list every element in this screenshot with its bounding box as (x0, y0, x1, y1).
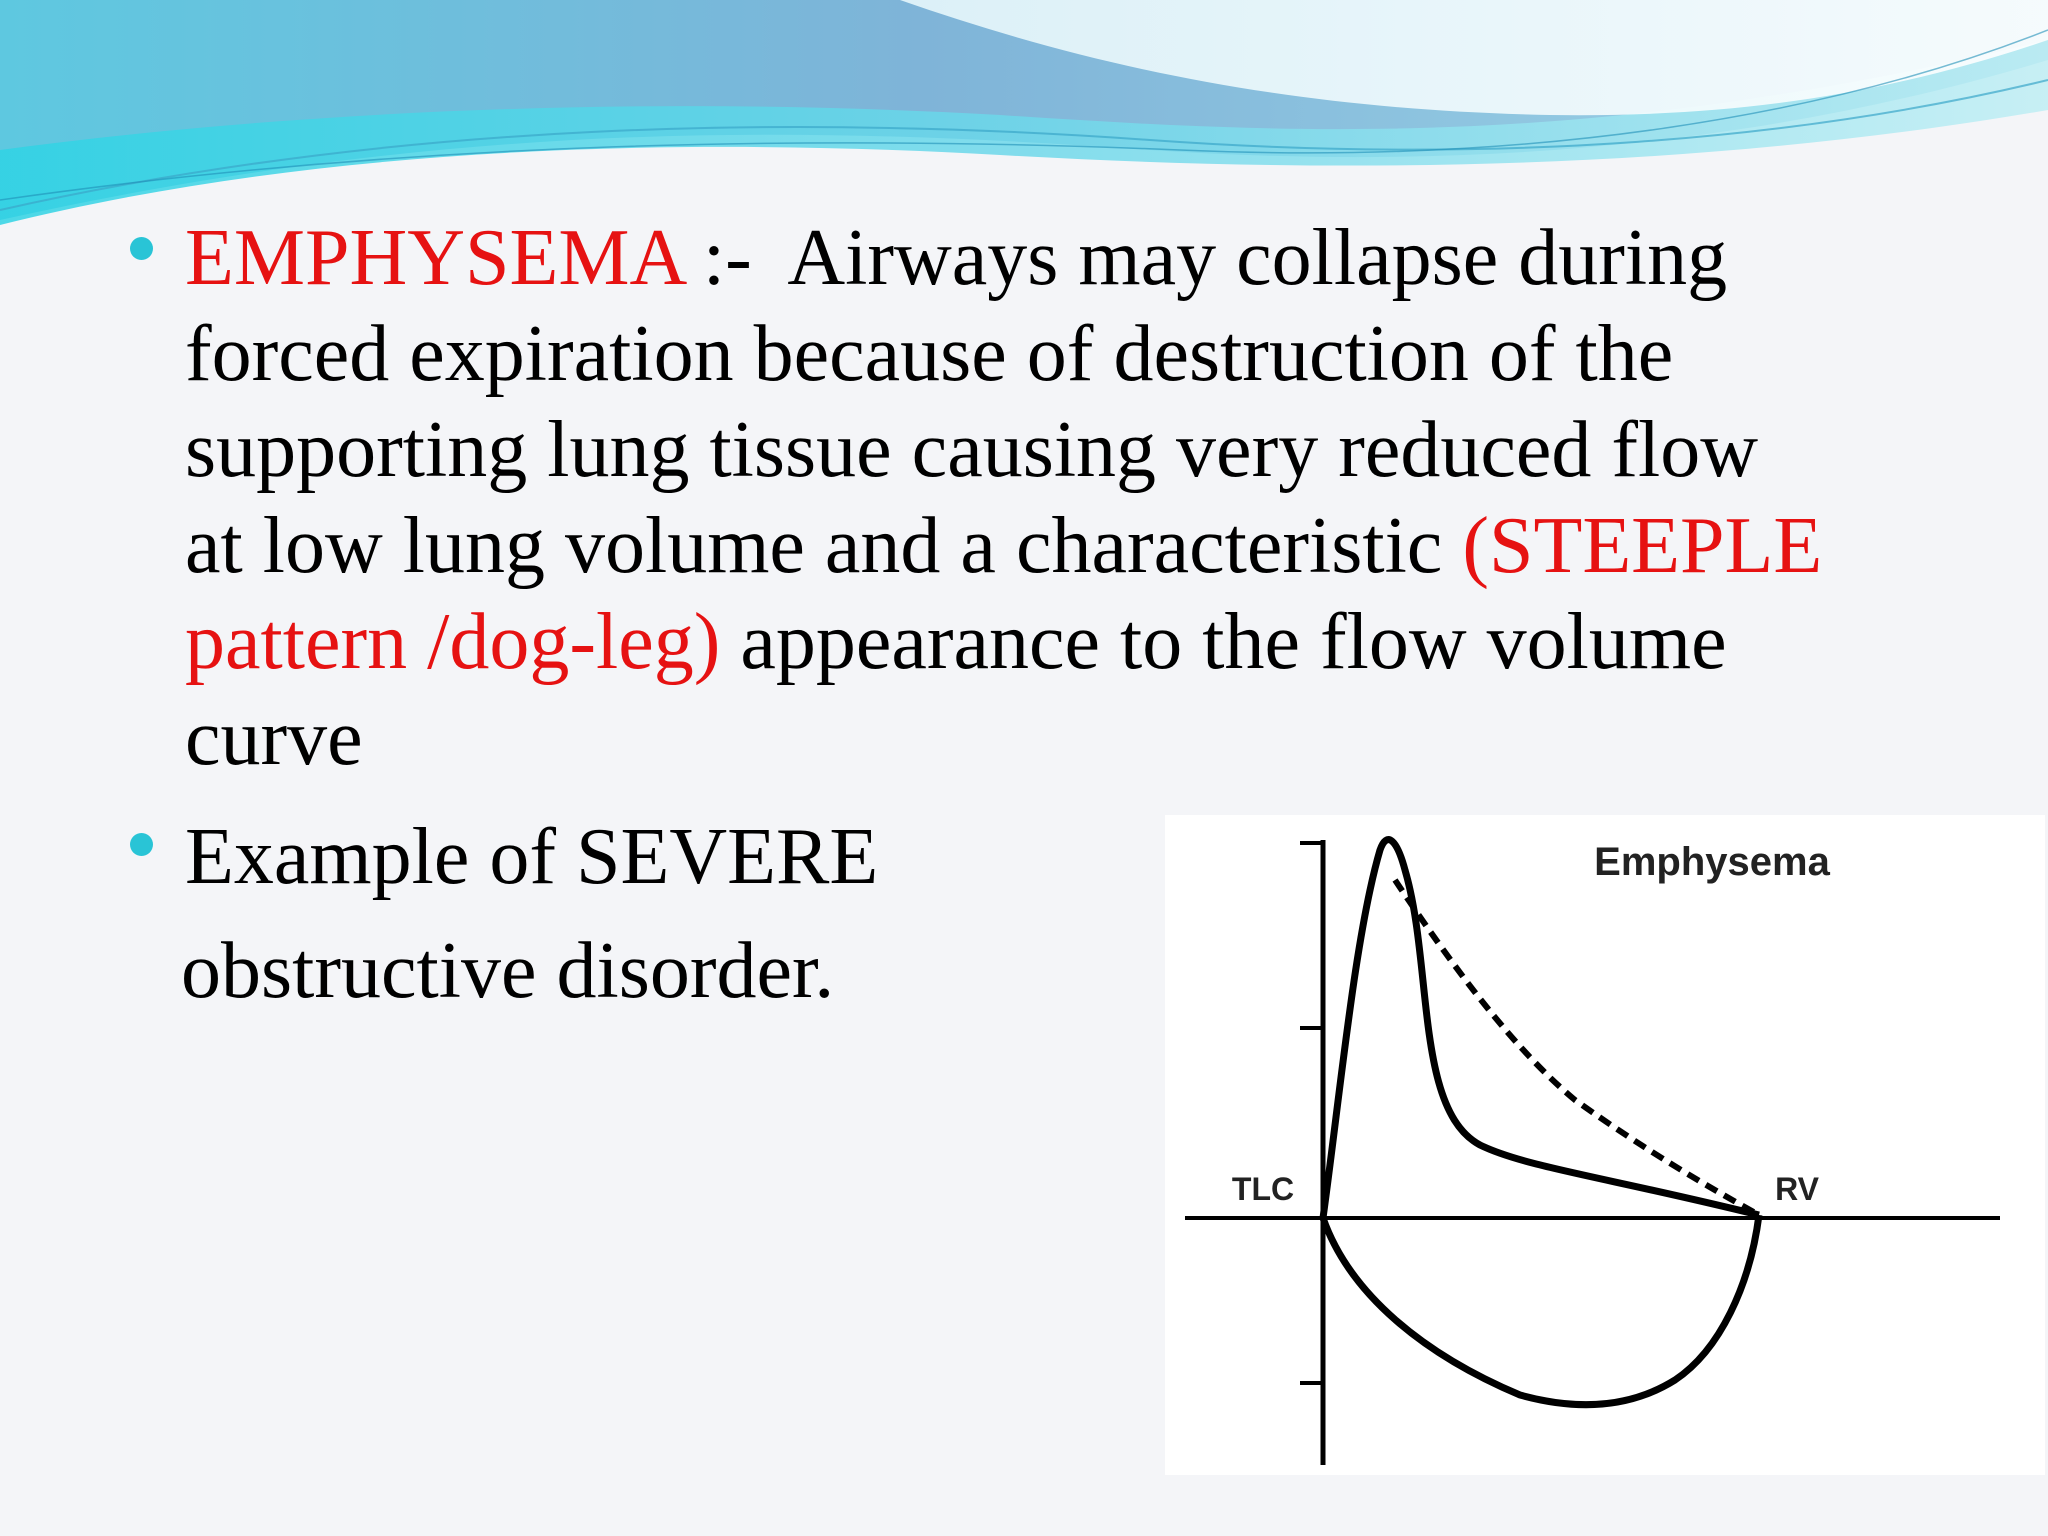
text-line-6: curve (185, 694, 363, 782)
text-line-3: supporting lung tissue causing very reduced flow (185, 406, 1759, 494)
example-line-1: Example of SEVERE (185, 813, 879, 901)
bullet-dot-icon (130, 833, 153, 856)
flow-volume-figure (1165, 815, 2045, 1475)
text-line-5-rest: appearance to the flow volume (720, 598, 1727, 686)
steeple-highlight-1: (STEEPLE (1462, 502, 1823, 590)
example-line-2: obstructive disorder. (181, 927, 835, 1015)
bullet-text (185, 210, 1822, 786)
term-separator: :- (682, 214, 788, 302)
text-line-1 (185, 210, 1822, 306)
bullet-text (181, 800, 879, 1028)
inspiratory-curve (1323, 1215, 1759, 1405)
text-line-2: forced expiration because of destruction of the (185, 310, 1674, 398)
bullet-dot-icon (130, 237, 153, 260)
header-wave-decoration (0, 0, 2048, 240)
figure-title: Emphysema (1594, 840, 1830, 884)
text-line-4-start: at low lung volume and a characteristic (185, 502, 1463, 590)
label-rv: RV (1775, 1171, 1819, 1207)
steeple-highlight-2: pattern /dog-leg) (185, 598, 721, 686)
normal-curve-dashed (1395, 880, 1759, 1215)
label-tlc: TLC (1231, 1171, 1295, 1207)
emphysema-expiratory-curve (1323, 840, 1759, 1218)
flow-volume-diagram (1165, 815, 2045, 1475)
text-line-4 (185, 498, 1822, 594)
text-line-1-rest: Airways may collapse during (787, 214, 1728, 302)
text-line-5 (185, 594, 1822, 690)
term-emphysema: EMPHYSEMA (185, 214, 683, 302)
